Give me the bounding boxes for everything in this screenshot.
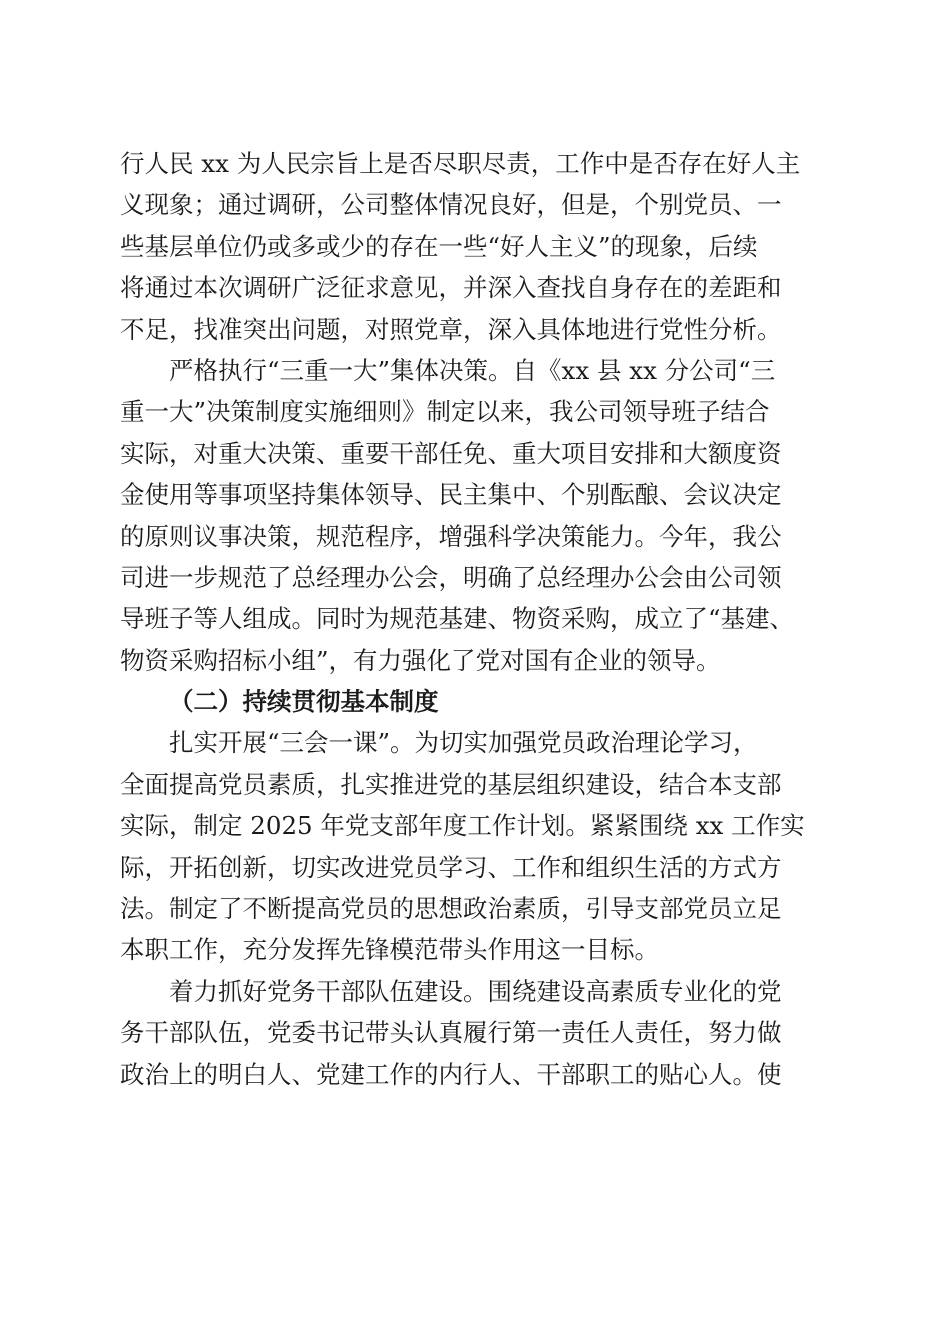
text-line: 司进一步规范了总经理办公会，明确了总经理办公会由公司领 — [120, 562, 782, 592]
text-line: 法。制定了不断提高党员的思想政治素质，引导支部党员立足 — [120, 894, 782, 924]
text-line: 义现象；通过调研，公司整体情况良好，但是，个别党员、一 — [120, 190, 782, 220]
text-line: 际，开拓创新，切实改进党员学习、工作和组织生活的方式方 — [120, 852, 782, 882]
text-line: 本职工作，充分发挥先锋模范带头作用这一目标。 — [120, 935, 659, 965]
paragraph-collective-decision — [120, 350, 830, 681]
text-line: 重一大”决策制度实施细则》制定以来，我公司领导班子结合 — [120, 397, 770, 427]
text-line: 务干部队伍，党委书记带头认真履行第一责任人责任，努力做 — [120, 1018, 782, 1048]
text-line: 物资采购招标小组”，有力强化了党对国有企业的领导。 — [120, 645, 721, 675]
section-heading-text: （二）持续贯彻基本制度 — [169, 687, 439, 717]
paragraph-party-cadre-team — [120, 971, 830, 1095]
text-line: 不足，找准突出问题，对照党章，深入具体地进行党性分析。 — [120, 314, 782, 344]
text-line: 着力抓好党务干部队伍建设。围绕建设高素质专业化的党 — [169, 976, 782, 1006]
text-line: 政治上的明白人、党建工作的内行人、干部职工的贴心人。使 — [120, 1059, 782, 1089]
paragraph-good-person-survey — [120, 143, 830, 350]
text-line: 全面提高党员素质，扎实推进党的基层组织建设，结合本支部 — [120, 769, 782, 799]
text-line: 实际，对重大决策、重要干部任免、重大项目安排和大额度资 — [120, 438, 782, 468]
text-line: 行人民 xx 为人民宗旨上是否尽职尽责，工作中是否存在好人主 — [120, 149, 801, 178]
text-line: 的原则议事决策，规范程序，增强科学决策能力。今年，我公 — [120, 521, 782, 551]
document-body — [120, 143, 830, 1095]
text-line: 导班子等人组成。同时为规范基建、物资采购，成立了“基建、 — [120, 604, 795, 634]
text-line: 实际，制定 2025 年党支部年度工作计划。紧紧围绕 xx 工作实 — [120, 811, 805, 841]
text-line: 严格执行“三重一大”集体决策。自《xx 县 xx 分公司“三 — [169, 355, 776, 385]
text-line: 金使用等事项坚持集体领导、民主集中、个别酝酿、会议决定 — [120, 480, 782, 510]
text-line: 扎实开展“三会一课”。为切实加强党员政治理论学习， — [169, 728, 758, 758]
text-line: 些基层单位仍或多或少的存在一些“好人主义”的现象，后续 — [120, 231, 758, 261]
text-line: 将通过本次调研广泛征求意见，并深入查找自身存在的差距和 — [120, 273, 782, 303]
section-heading — [120, 681, 830, 722]
paragraph-three-meetings — [120, 722, 830, 970]
